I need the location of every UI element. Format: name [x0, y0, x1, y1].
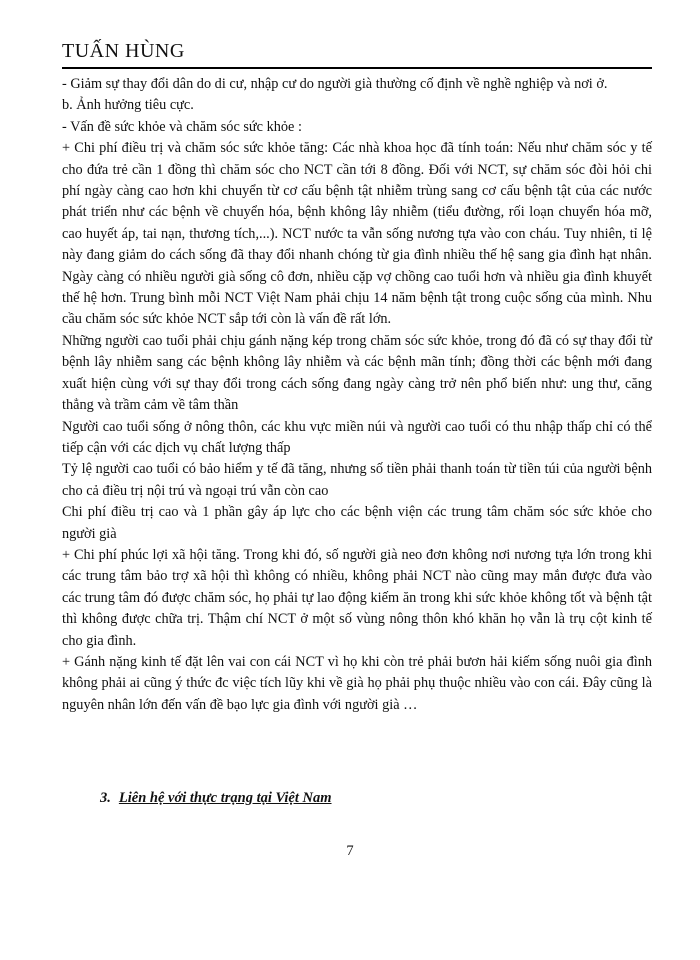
page-number: 7	[346, 843, 354, 859]
header-rule	[62, 67, 652, 69]
body-text	[62, 74, 652, 716]
paragraph: b. Ảnh hưởng tiêu cực.	[62, 97, 194, 114]
paragraph: Những người cao tuổi phải chịu gánh nặng kép trong chăm sóc sức khỏe, trong đó đã có sự thay đổi từ bệnh lây nhiễm sang các bệnh không lây nhiễm và các bệnh mãn tính; đồng thời các bệnh mới đang xuất hiện cùng với sự thay đổi trong cách sống đang ngày càng trở nên phổ biến như: ung thư, căng thẳng và trầm cảm về tâm thần	[62, 332, 652, 414]
paragraph: + Chi phí phúc lợi xã hội tăng. Trong khi đó, số người già neo đơn không nơi nương tựa lớn trong khi các trung tâm bảo trợ xã hội thì không có nhiều, không phải NCT nào cũng may mắn được đưa vào các trung tâm đó được chăm sóc, họ phải tự lao động kiếm ăn trong khi sức khỏe không tốt và bệnh tật thì không được chữa trị. Thậm chí NCT ở một số vùng nông thôn khó khăn họ vẫn là trụ cột kinh tế cho gia đình.	[62, 546, 652, 649]
paragraph: Chi phí điều trị cao và 1 phần gây áp lực cho các bệnh viện các trung tâm chăm sóc sức khỏe cho người già	[62, 504, 652, 542]
section-heading	[100, 790, 332, 807]
section-title: Liên hệ với thực trạng tại Việt Nam	[118, 790, 332, 806]
paragraph: Tỷ lệ người cao tuổi có bảo hiểm y tế đã tăng, nhưng số tiền phải thanh toán từ tiền túi của người bệnh cho cả điều trị nội trú và ngoại trú vẫn còn cao	[62, 461, 652, 499]
page-header-title: TUẤN HÙNG	[62, 40, 185, 62]
paragraph: + Chi phí điều trị và chăm sóc sức khỏe tăng: Các nhà khoa học đã tính toán: Nếu như chăm sóc y tế cho đứa trẻ cần 1 đồng thì chăm sóc cho NCT cần tới 8 đồng. Đối với NCT, sự chăm sóc đòi hỏi chi phí ngày càng cao hơn khi chuyển từ cơ cấu bệnh tật nhiễm trùng sang cơ cấu bệnh tật của các nước phát triển như các bệnh về chuyển hóa, bệnh không lây nhiễm (tiểu đường, rối loạn chuyển hóa mỡ, cao huyết áp, tai nạn, thương tích,...). NCT nước ta vẫn sống nương tựa vào con cháu. Tuy nhiên, tỉ lệ này đang giảm do cách sống đã thay đổi nhanh chóng từ gia đình nhiều thế hệ sang gia đình hạt nhân. Ngày càng có nhiều người già sống cô đơn, nhiều cặp vợ chồng cao tuổi hơn và nhiều gia đình khuyết thế hệ hơn. Trung bình mỗi NCT Việt Nam phải chịu 14 năm bệnh tật trong cuộc sống của mình. Nhu cầu chăm sóc sức khỏe NCT sắp tới còn là vấn đề rất lớn.	[62, 140, 652, 328]
paragraph: + Gánh nặng kinh tế đặt lên vai con cái NCT vì họ khi còn trẻ phải bươn hải kiếm sống nuôi gia đình không phải ai cũng ý thức đc việc tích lũy khi về già họ phải phụ thuộc nhiều vào con cái. Đây cũng là nguyên nhân lớn đến vấn đề bạo lực gia đình với người già …	[62, 653, 652, 713]
paragraph: - Giảm sự thay đổi dân do di cư, nhập cư do người già thường cố định về nghề nghiệp và nơi ở.	[62, 76, 608, 92]
paragraph: - Vấn đề sức khỏe và chăm sóc sức khỏe :	[62, 118, 302, 135]
paragraph: Người cao tuổi sống ở nông thôn, các khu vực miền núi và người cao tuổi có thu nhập thấp chỉ có thể tiếp cận với các dịch vụ chất lượng thấp	[62, 418, 652, 456]
section-number: 3.	[100, 790, 111, 806]
